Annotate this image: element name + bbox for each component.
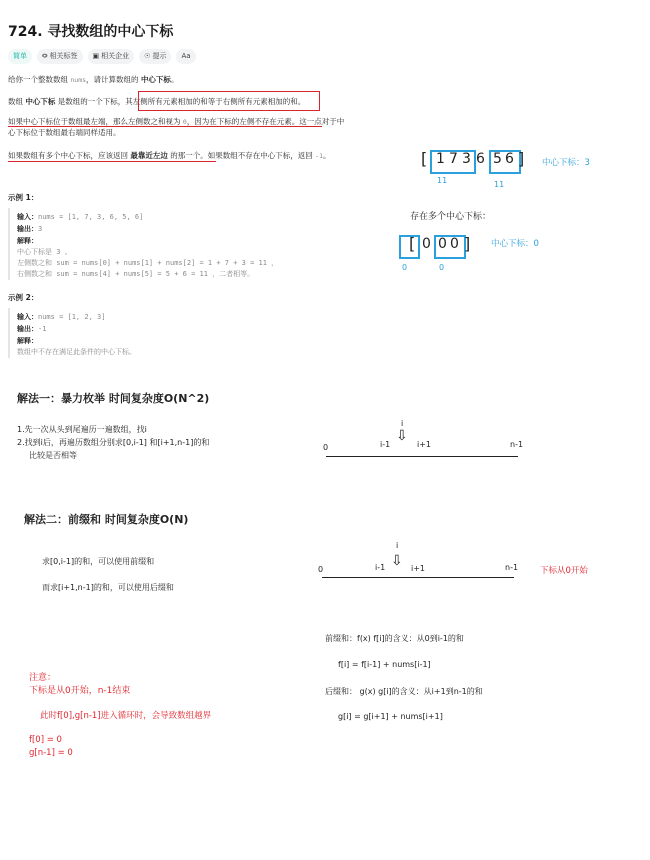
hint-button[interactable] (139, 49, 171, 64)
array-close-bracket: ] (518, 149, 525, 168)
desc-text: 。 (297, 97, 306, 106)
index-start-note: 下标从0开始 (540, 566, 588, 576)
center-index-note: 中心下标：0 (491, 239, 539, 249)
desc-text: 的那一个。如果数组不存在中心下标，返回 (170, 151, 313, 160)
tag-bar (8, 49, 196, 64)
axis-i-label: i (396, 541, 399, 550)
inline-code: 0 (182, 118, 187, 126)
example-2-label: 示例 2： (8, 293, 39, 302)
array-close-bracket: ] (464, 234, 471, 253)
example-2-output (17, 324, 46, 334)
red-highlight-box (138, 91, 320, 111)
briefcase-icon: ▣ (92, 52, 100, 60)
input-value: nums = [1, 2, 3] (38, 313, 106, 321)
axis-i-label: i (401, 419, 404, 428)
desc-text: 数组 (8, 97, 23, 106)
explain-label: 解释： (17, 237, 38, 245)
example-1-bar (8, 208, 10, 280)
array-value: 6 (505, 151, 514, 167)
sum-label: 0 (439, 263, 445, 272)
note-title: 注意： (29, 673, 57, 683)
array-value: 7 (449, 151, 458, 167)
array-value: 1 (436, 151, 445, 167)
down-arrow-icon: ⇩ (391, 553, 403, 569)
explain-label: 解释： (17, 337, 38, 345)
problem-title: 724. 寻找数组的中心下标 (8, 24, 174, 40)
desc-text: 如果中心下标位于数组最左端，那么左侧数之和视为 (8, 117, 181, 126)
note-line: 此时f[0],g[n-1]进入循环时，会导致数组越界 (40, 711, 212, 721)
output-value: 3 (38, 225, 43, 233)
output-value: -1 (38, 325, 47, 333)
related-companies-button[interactable] (88, 49, 135, 64)
translate-label: Aa (181, 52, 191, 60)
desc-text: 给你一个整数数组 (8, 75, 68, 84)
down-arrow-icon: ⇩ (396, 428, 408, 444)
right-sum-label: 11 (494, 180, 505, 189)
method-1-step: 比较是否相等 (29, 451, 77, 460)
desc-bold: 中心下标 (140, 75, 171, 84)
input-value: nums = [1, 7, 3, 6, 5, 6] (38, 213, 144, 221)
example-1-label: 示例 1： (8, 193, 39, 202)
desc-text: ，因为在下标的左侧不存在元素。这一点对于中 (186, 117, 345, 126)
axis-start-label: 0 (318, 565, 324, 574)
suffix-formula: g[i] = g[i+1] + nums[i+1] (338, 712, 443, 721)
axis-ip1-label: i+1 (411, 564, 426, 573)
example-1-line: 右侧数之和 sum = nums[4] + nums[5] = 5 + 6 = 11 ，二者相等。 (17, 270, 255, 278)
desc-bold: 中心下标 (25, 97, 56, 106)
difficulty-label: 简单 (13, 52, 27, 60)
prefix-formula: f[i] = f[i-1] + nums[i-1] (338, 660, 431, 669)
index-axis-line (322, 577, 514, 578)
center-index-note: 中心下标：3 (542, 158, 590, 168)
inline-code: nums (70, 76, 87, 84)
desc-paragraph-4 (8, 150, 331, 161)
method-2-line: 求[0,i-1]的和，可以使用前缀和 (42, 557, 155, 566)
related-tags-label: 相关标签 (49, 52, 78, 60)
desc-bold: 最靠近左边 (130, 151, 168, 160)
example-1-input (17, 212, 143, 222)
axis-end-label: n-1 (505, 563, 519, 572)
axis-im1-label: i-1 (380, 440, 391, 449)
axis-start-label: 0 (323, 443, 329, 452)
desc-text: ，请计算数组的 (86, 75, 139, 84)
desc-text: 。 (170, 75, 179, 84)
method-2-title: 解法二：前缀和 时间复杂度O(N) (24, 513, 189, 526)
translate-button[interactable] (176, 49, 195, 64)
prefix-definition: 前缀和：f(x) f[i]的含义：从0到i-1的和 (325, 634, 464, 643)
note-line: 下标是从0开始，n-1结束 (29, 686, 131, 696)
input-label: 输入： (17, 213, 38, 221)
example-2-input (17, 312, 105, 322)
method-1-step: 1.先一次从头到尾遍历一遍数组，找i (17, 425, 147, 434)
lightbulb-icon: ☉ (144, 52, 151, 60)
sum-label: 0 (402, 263, 408, 272)
array-value: 5 (493, 151, 502, 167)
hint-label: 提示 (152, 52, 167, 60)
array-value: 0 (438, 236, 447, 252)
desc-paragraph-1 (8, 74, 178, 85)
example-1-line: 中心下标是 3 。 (17, 248, 72, 256)
method-2-line: 而求[i+1,n-1]的和，可以使用后缀和 (42, 583, 174, 592)
related-companies-label: 相关企业 (101, 52, 130, 60)
example-2-line: 数组中不存在满足此条件的中心下标。 (17, 348, 136, 356)
desc-highlight: 左侧所有元素相加的和等于右侧所有元素相加的和 (132, 97, 298, 106)
note-line: f[0] = 0 (29, 735, 62, 745)
axis-im1-label: i-1 (375, 563, 386, 572)
axis-end-label: n-1 (510, 440, 524, 449)
example-2-bar (8, 308, 10, 358)
left-sum-label: 11 (437, 176, 448, 185)
example-1-explain (17, 236, 38, 246)
method-1-step: 2.找到i后，再遍历数组分别求[0,i-1] 和[i+1,n-1]的和 (17, 438, 210, 447)
suffix-definition: 后缀和： g(x) g[i]的含义：从i+1到n-1的和 (325, 687, 483, 696)
array-open-bracket: [ (421, 149, 428, 168)
difficulty-badge[interactable] (8, 49, 32, 64)
red-underline (8, 161, 216, 162)
output-label: 输出： (17, 325, 38, 333)
desc-text: 。 (323, 151, 331, 160)
red-underline (8, 126, 322, 127)
desc-paragraph-3-cont: 心下标位于数组最右端同样适用。 (8, 128, 121, 137)
example-2-explain (17, 336, 38, 346)
output-label: 输出： (17, 225, 38, 233)
method-1-title: 解法一：暴力枚举 时间复杂度O(N^2) (17, 392, 210, 405)
multiple-centers-heading: 存在多个中心下标： (410, 212, 492, 222)
input-label: 输入： (17, 313, 38, 321)
desc-text: 如果数组有多个中心下标，应该返回 (8, 151, 128, 160)
inline-code: -1 (315, 152, 323, 160)
desc-text: 是数组的一个下标，其 (57, 97, 133, 106)
related-tags-button[interactable] (37, 49, 83, 64)
example-1-line: 左侧数之和 sum = nums[0] + nums[1] + nums[2] = 1 + 7 + 3 = 11 ， (17, 259, 279, 267)
example-1-output (17, 224, 42, 234)
index-axis-line (326, 456, 518, 457)
array-open-bracket: [ (409, 234, 416, 253)
axis-ip1-label: i+1 (417, 440, 432, 449)
note-line: g[n-1] = 0 (29, 748, 73, 758)
array-value: 0 (450, 236, 459, 252)
tag-icon: ⭖ (42, 52, 48, 60)
array-value: 3 (462, 151, 471, 167)
array-value: 0 (422, 236, 431, 252)
array-center-value: 6 (476, 151, 485, 167)
